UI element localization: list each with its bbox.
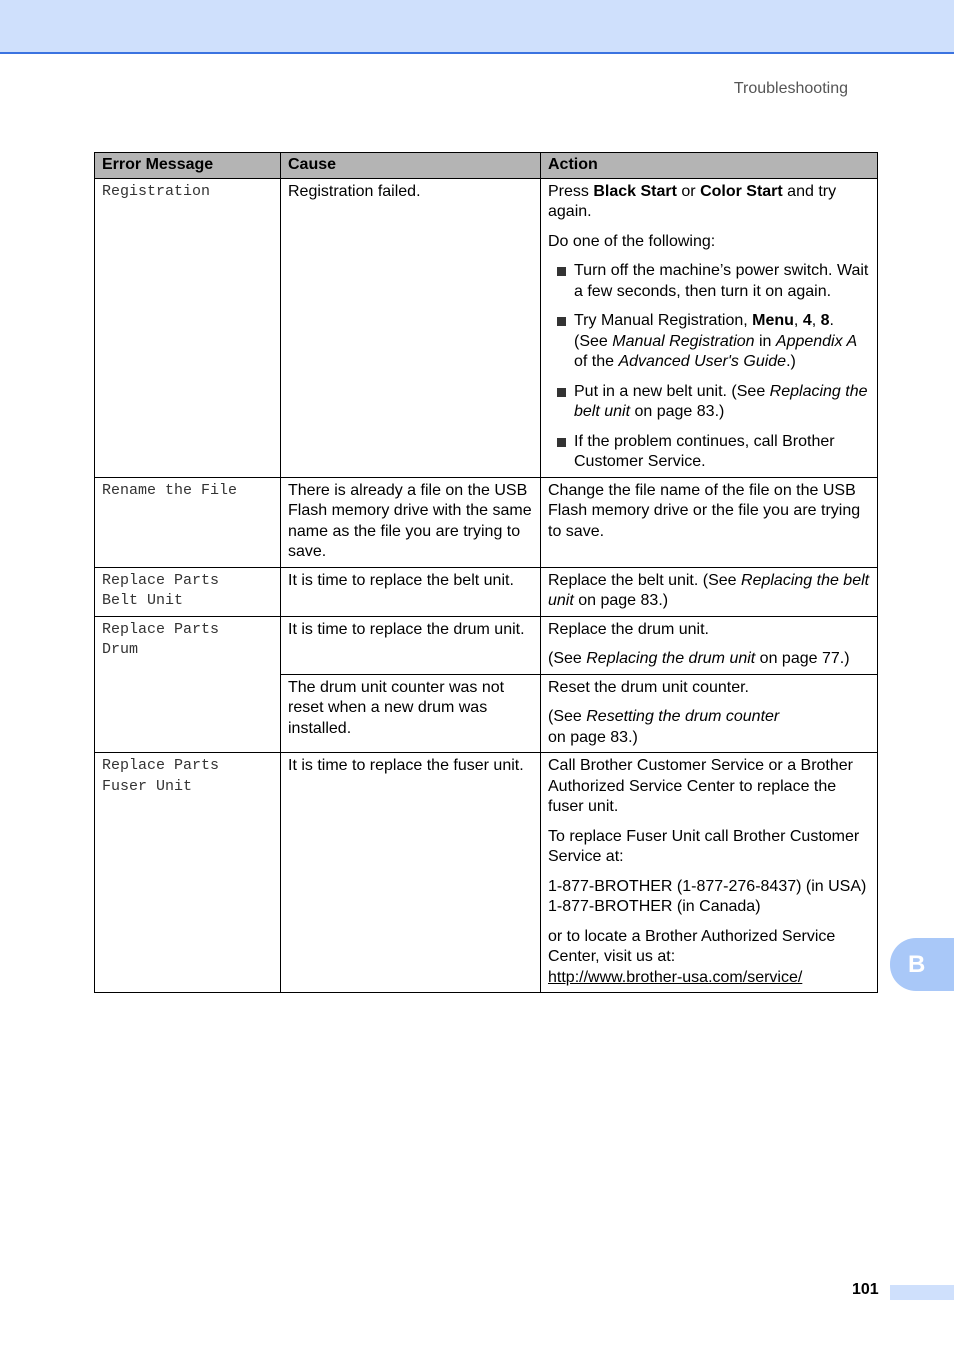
color-start-key: Color Start bbox=[700, 182, 783, 200]
square-bullet-icon bbox=[557, 317, 566, 326]
error-message bbox=[95, 178, 281, 477]
error-message-text: Registration bbox=[102, 182, 211, 200]
error-table bbox=[94, 152, 878, 993]
header-action: Action bbox=[541, 153, 878, 179]
table-row bbox=[95, 616, 878, 674]
page-number: 101 bbox=[852, 1281, 879, 1298]
phone-numbers: 1-877-BROTHER (1-877-276-8437) (in USA) 1-877-BROTHER (in Canada) bbox=[548, 877, 867, 915]
error-message bbox=[95, 567, 281, 616]
action-text: To replace Fuser Unit call Brother Customer Service at: bbox=[548, 827, 860, 865]
error-message bbox=[95, 753, 281, 993]
table-row bbox=[95, 567, 878, 616]
square-bullet-icon bbox=[557, 267, 566, 276]
action-cell: Change the file name of the file on the USB Flash memory drive or the file you are trying to save. bbox=[541, 477, 878, 567]
appendix-tab: B bbox=[890, 938, 954, 991]
cause-cell: It is time to replace the fuser unit. bbox=[281, 753, 541, 993]
list-item: Try Manual Registration, Menu, 4, 8. (See Manual Registration in Appendix A of the Advanced User's Guide.) bbox=[548, 311, 870, 373]
cause-cell: The drum unit counter was not reset when a new drum was installed. bbox=[281, 674, 541, 753]
header-cause: Cause bbox=[281, 153, 541, 179]
list-item: Put in a new belt unit. (See Replacing the belt unit on page 83.) bbox=[548, 382, 870, 423]
cause-cell bbox=[281, 178, 541, 477]
cause-cell: It is time to replace the belt unit. bbox=[281, 567, 541, 616]
error-message-text: Fuser Unit bbox=[102, 777, 193, 795]
square-bullet-icon bbox=[557, 438, 566, 447]
action-text: or to locate a Brother Authorized Service Center, visit us at: http://www.brother-usa.com/service/ bbox=[548, 927, 836, 986]
error-message-text: Replace Parts bbox=[102, 571, 220, 589]
action-cell bbox=[541, 178, 878, 477]
action-text: (See Replacing the drum unit on page 77.) bbox=[548, 650, 850, 667]
bullet-list bbox=[548, 261, 870, 473]
service-url-link[interactable]: http://www.brother-usa.com/service/ bbox=[548, 968, 803, 986]
action-text: Replace the drum unit. bbox=[548, 620, 709, 638]
action-cell bbox=[541, 753, 878, 993]
table-row bbox=[95, 477, 878, 567]
error-message bbox=[95, 616, 281, 753]
table-row bbox=[95, 753, 878, 993]
table-row bbox=[95, 178, 878, 477]
black-start-key: Black Start bbox=[593, 182, 677, 200]
action-text: Reset the drum unit counter. bbox=[548, 678, 749, 696]
cause-cell: It is time to replace the drum unit. bbox=[281, 616, 541, 674]
list-item: If the problem continues, call Brother Customer Service. bbox=[548, 432, 870, 473]
action-cell: Replace the belt unit. (See Replacing the belt unit on page 83.) bbox=[541, 567, 878, 616]
error-message-text: Drum bbox=[102, 641, 139, 658]
table-header-row bbox=[95, 153, 878, 179]
action-cell bbox=[541, 616, 878, 674]
action-text: (See Resetting the drum counter on page 83.) bbox=[548, 708, 780, 746]
action-text: Call Brother Customer Service or a Brother Authorized Service Center to replace the fuser unit. bbox=[548, 757, 853, 815]
footer-bar bbox=[890, 1285, 954, 1300]
header-band bbox=[0, 0, 954, 54]
cause-cell: There is already a file on the USB Flash memory drive with the same name as the file you are trying to save. bbox=[281, 477, 541, 567]
error-message-text: Replace Parts bbox=[102, 757, 220, 774]
error-message bbox=[95, 477, 281, 567]
action-text: Do one of the following: bbox=[548, 232, 716, 250]
list-item: Turn off the machine’s power switch. Wait a few seconds, then turn it on again. bbox=[548, 261, 870, 302]
cause-text: Registration failed. bbox=[288, 182, 421, 200]
error-message-text: Replace Parts bbox=[102, 620, 220, 638]
action-text: Press Black Start or Color Start and try again. bbox=[548, 182, 837, 220]
action-cell bbox=[541, 674, 878, 753]
error-message-text: Belt Unit bbox=[102, 592, 184, 609]
section-title: Troubleshooting bbox=[733, 80, 848, 97]
error-message-text: Rename the File bbox=[102, 481, 238, 499]
square-bullet-icon bbox=[557, 388, 566, 397]
header-error-message: Error Message bbox=[95, 153, 281, 179]
